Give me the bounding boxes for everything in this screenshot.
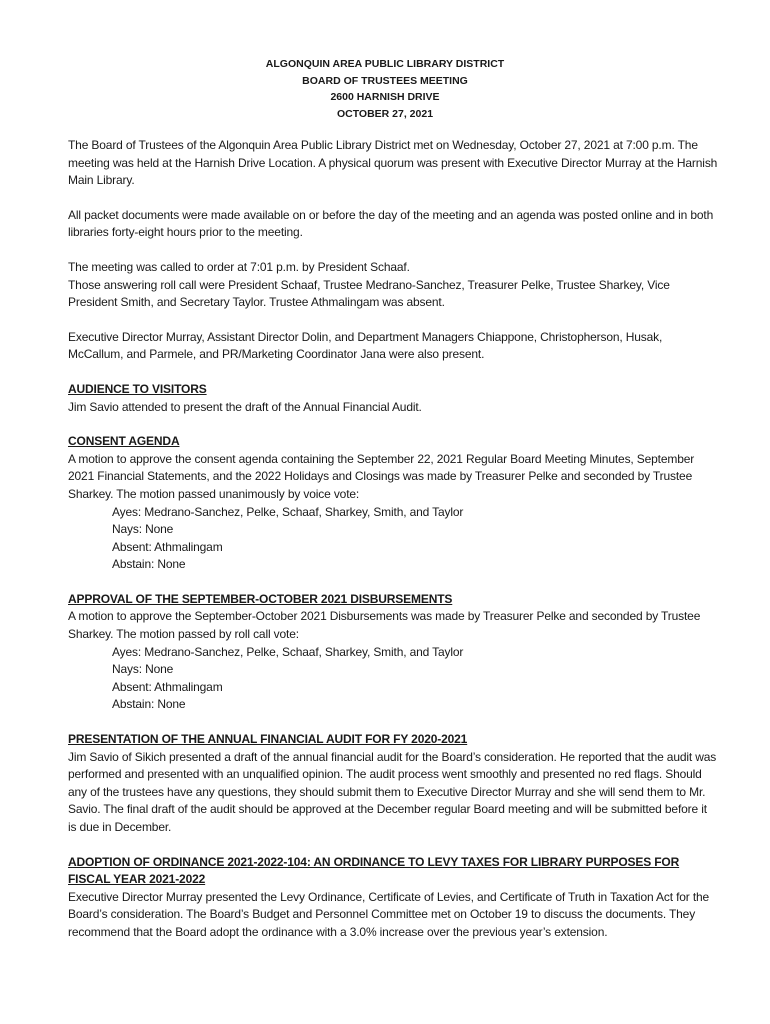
intro-paragraph-1: The Board of Trustees of the Algonquin Area Public Library District met on Wednesday, October 27, 2021 at 7:00 p.m. The meeting was held at the Harnish Drive Location. A physical quorum was present with Executive Director Murray at the Harnish Main Library.: [68, 138, 718, 188]
consent-vote-tally: [68, 504, 718, 574]
vote-ayes: Ayes: Medrano-Sanchez, Pelke, Schaaf, Sharkey, Smith, and Taylor: [112, 644, 464, 659]
vote-abstain: Abstain: None: [112, 557, 186, 572]
section-audience: [68, 381, 718, 416]
call-to-order: The meeting was called to order at 7:01 p.m. by President Schaaf.: [68, 259, 410, 274]
header-address: 2600 HARNISH DRIVE: [330, 91, 440, 103]
attendees-paragraph: Executive Director Murray, Assistant Director Dolin, and Department Managers Chiappone, Christopherson, Husak, McCallum, and Parmele, and PR/Marketing Coordinator Jana were also present.: [68, 329, 663, 362]
vote-ayes: Ayes: Medrano-Sanchez, Pelke, Schaaf, Sharkey, Smith, and Taylor: [112, 504, 464, 519]
consent-motion-text: A motion to approve the consent agenda containing the September 22, 2021 Regular Board Meeting Minutes, September 2021 Financial Statements, and the 2022 Holidays and Closings was made by Treasurer Pelke and seconded by Trustee Sharkey. The motion passed unanimously by voice vote:: [68, 451, 695, 501]
intro-paragraph-2: All packet documents were made available on or before the day of the meeting and an agenda was posted online and in both libraries forty-eight hours prior to the meeting.: [68, 207, 714, 240]
vote-abstain: Abstain: None: [112, 697, 186, 712]
section-title-consent: CONSENT AGENDA: [68, 434, 180, 449]
section-audit: [68, 731, 718, 837]
section-disbursements: [68, 591, 718, 714]
vote-absent: Absent: Athmalingam: [112, 679, 223, 694]
header-district-name: ALGONQUIN AREA PUBLIC LIBRARY DISTRICT: [265, 58, 505, 70]
section-title-audience: AUDIENCE TO VISITORS: [68, 381, 207, 396]
ordinance-text: Executive Director Murray presented the Levy Ordinance, Certificate of Levies, and Certificate of Truth in Taxation Act for the Board’s consideration. The Board’s Budget and Personnel Committee met on October 19 to discuss the documents. They recommend that the Board adopt the ordinance with a 3.0% increase over the previous year’s extension.: [68, 889, 710, 939]
section-consent-agenda: [68, 433, 718, 574]
section-title-ordinance: ADOPTION OF ORDINANCE 2021-2022-104: AN ORDINANCE TO LEVY TAXES FOR LIBRARY PURPOSES FOR FISCAL YEAR 2021-2022: [68, 854, 680, 887]
vote-absent: Absent: Athmalingam: [112, 539, 223, 554]
document-header: [0, 56, 770, 122]
audit-text: Jim Savio of Sikich presented a draft of the annual financial audit for the Board’s consideration. He reported that the audit was performed and presented with an unqualified opinion. The audit process went smoothly and presented no red flags. Should any of the trustees have any questions, they should submit them to Executive Director Murray and she will send them to Mr. Savio. The final draft of the audit should be approved at the December regular Board meeting and will be submitted before it is due in December.: [68, 749, 717, 834]
section-ordinance: [68, 854, 718, 942]
roll-call: Those answering roll call were President Schaaf, Trustee Medrano-Sanchez, Treasurer Pelke, Trustee Sharkey, Vice President Smith, and Secretary Taylor. Trustee Athmalingam was absent.: [68, 277, 670, 310]
vote-nays: Nays: None: [112, 662, 174, 677]
section-title-audit: PRESENTATION OF THE ANNUAL FINANCIAL AUDIT FOR FY 2020-2021: [68, 732, 468, 747]
header-meeting-type: BOARD OF TRUSTEES MEETING: [302, 74, 468, 87]
header-date: OCTOBER 27, 2021: [336, 107, 434, 120]
vote-nays: Nays: None: [112, 522, 174, 537]
minutes-body: [68, 137, 718, 959]
section-title-disbursements: APPROVAL OF THE SEPTEMBER-OCTOBER 2021 DISBURSEMENTS: [68, 591, 453, 606]
disbursements-motion-text: A motion to approve the September-October 2021 Disbursements was made by Treasurer Pelke and seconded by Trustee Sharkey. The motion passed by roll call vote:: [68, 609, 701, 642]
audience-text: Jim Savio attended to present the draft of the Annual Financial Audit.: [68, 399, 422, 414]
disbursements-vote-tally: [68, 644, 718, 714]
